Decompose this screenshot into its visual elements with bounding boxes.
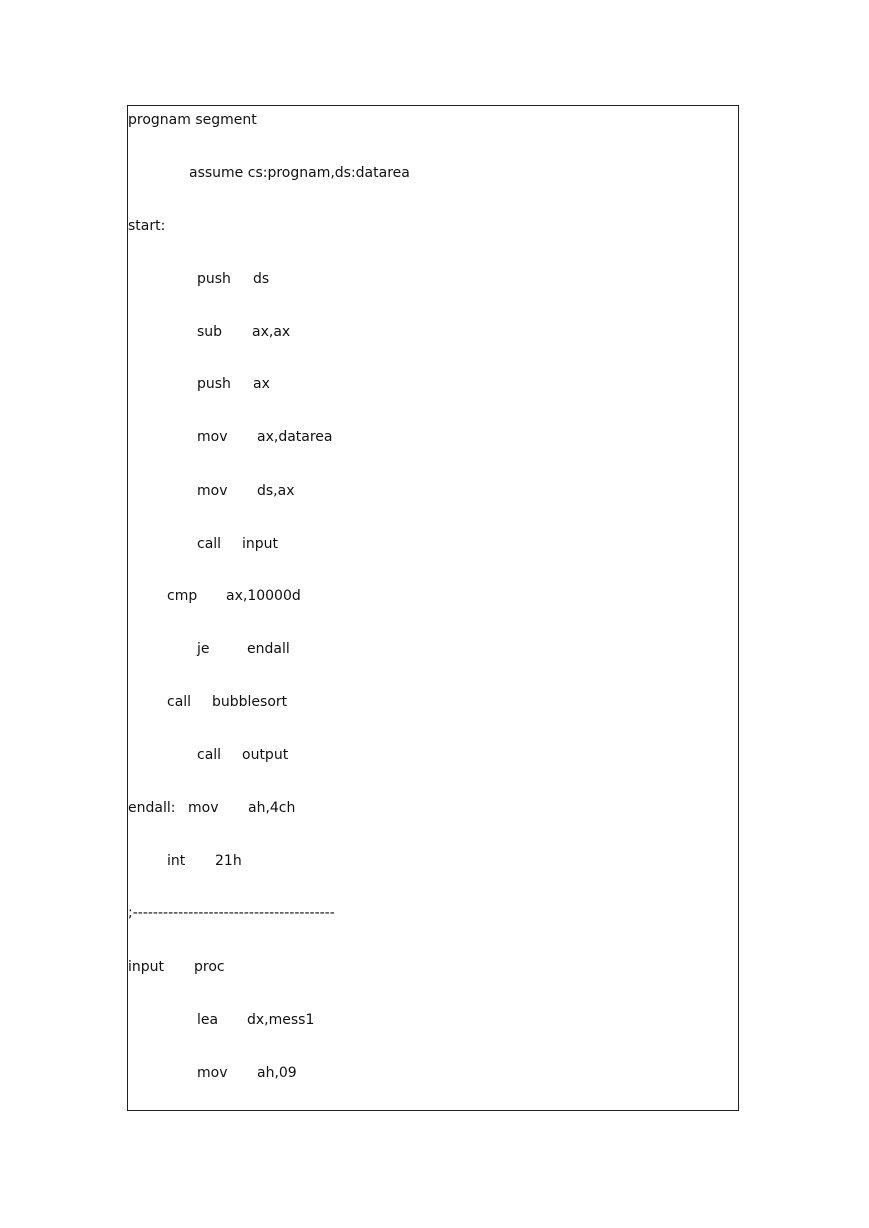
- code-line: [128, 798, 296, 818]
- code-line: [128, 957, 225, 977]
- code-operand: input: [242, 536, 279, 552]
- code-line: [128, 1063, 297, 1083]
- code-line: [128, 745, 289, 765]
- code-line: [128, 163, 410, 183]
- code-line: [128, 1010, 315, 1030]
- code-mnemonic: mov: [197, 483, 228, 499]
- code-operand: ax,ax: [252, 324, 291, 340]
- code-mnemonic: proc: [194, 959, 225, 975]
- code-line: [128, 586, 301, 606]
- code-mnemonic: je: [197, 641, 210, 657]
- code-operand: ax,10000d: [226, 588, 301, 604]
- code-line: [128, 481, 295, 501]
- code-operand: ah,09: [257, 1065, 297, 1081]
- code-line: [128, 322, 291, 342]
- code-mnemonic: call: [167, 694, 192, 710]
- code-line: [128, 427, 333, 447]
- code-operand: ax: [253, 376, 270, 392]
- code-label: input: [128, 959, 165, 975]
- code-operand: ds,ax: [257, 483, 295, 499]
- code-mnemonic: call: [197, 747, 222, 763]
- code-line: [128, 110, 257, 130]
- code-line: [128, 374, 270, 394]
- code-line: [128, 269, 270, 289]
- code-operand: ds: [253, 271, 270, 287]
- code-mnemonic: lea: [197, 1012, 219, 1028]
- code-mnemonic: sub: [197, 324, 223, 340]
- code-line: [128, 851, 242, 871]
- code-mnemonic: mov: [197, 1065, 228, 1081]
- code-line: [128, 903, 335, 923]
- code-mnemonic: cmp: [167, 588, 198, 604]
- code-mnemonic: mov: [197, 429, 228, 445]
- code-listing-box: [127, 105, 739, 1111]
- code-operand: endall: [247, 641, 290, 657]
- code-operand: output: [242, 747, 289, 763]
- code-line: [128, 692, 288, 712]
- code-mnemonic: call: [197, 536, 222, 552]
- code-mnemonic: int: [167, 853, 186, 869]
- code-line: [128, 216, 166, 236]
- code-operand: bubblesort: [212, 694, 288, 710]
- code-mnemonic: mov: [188, 800, 219, 816]
- code-comment-separator: ;----------------------------------------: [128, 905, 335, 921]
- code-line: [128, 534, 279, 554]
- code-operand: ah,4ch: [248, 800, 296, 816]
- code-label: start:: [128, 218, 166, 234]
- code-mnemonic: push: [197, 376, 231, 392]
- code-line: [128, 639, 290, 659]
- code-text: assume cs:prognam,ds:datarea: [189, 165, 410, 181]
- code-operand: 21h: [215, 853, 242, 869]
- code-label: endall:: [128, 800, 176, 816]
- code-operand: ax,datarea: [257, 429, 333, 445]
- code-mnemonic: push: [197, 271, 231, 287]
- code-text: prognam segment: [128, 112, 257, 128]
- code-operand: dx,mess1: [247, 1012, 315, 1028]
